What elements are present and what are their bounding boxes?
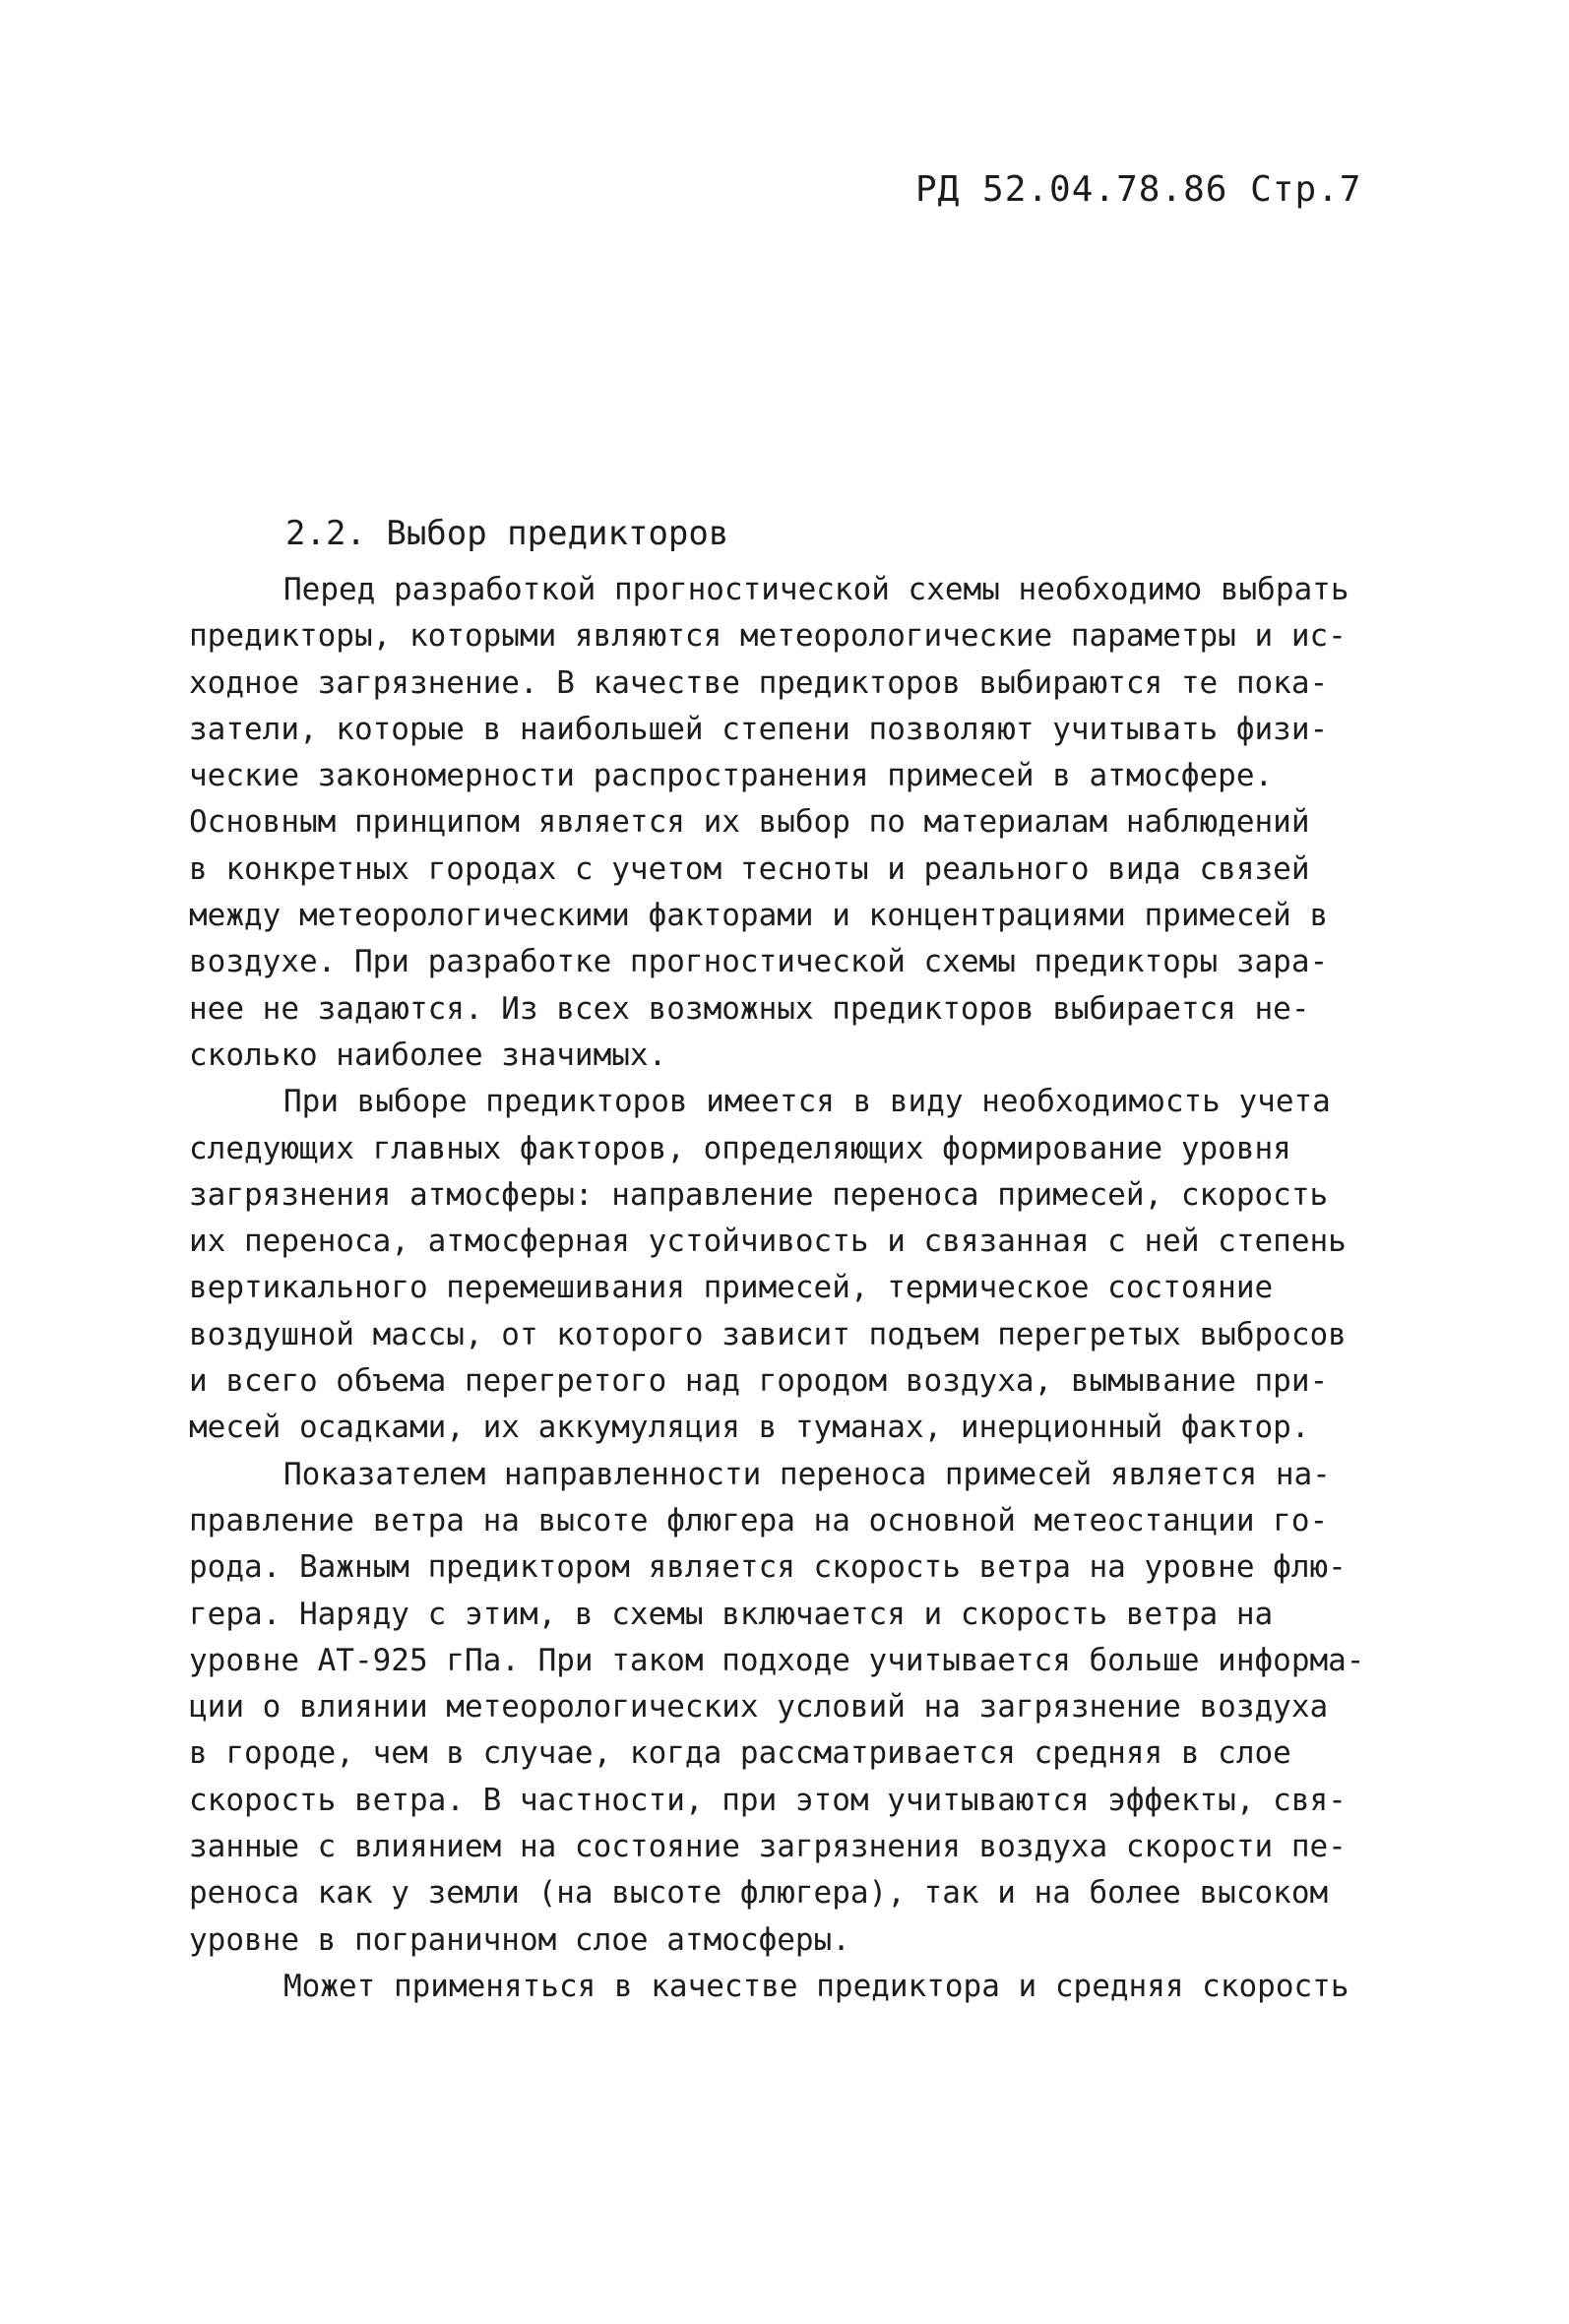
section-heading: 2.2. Выбор предикторов [285, 514, 729, 553]
text-line: загрязнения атмосферы: направление переноса примесей, скорость [189, 1176, 1329, 1213]
text-line: уровне в пограничном слое атмосферы. [189, 1921, 850, 1958]
page-header: РД 52.04.78.86 Стр.7 [915, 169, 1362, 210]
text-line: занные с влиянием на состояние загрязнения воздуха скорости пе- [189, 1829, 1347, 1865]
text-line: в конкретных городах с учетом тесноты и реального вида связей [189, 850, 1310, 887]
text-line: уровне АТ-925 гПа. При таком подходе учитывается больше информа- [189, 1642, 1365, 1678]
text-line: Основным принципом является их выбор по материалам наблюдений [189, 804, 1310, 841]
text-line: воздухе. При разработке прогностической схемы предикторы зара- [189, 944, 1329, 980]
text-line: нее не задаются. Из всех возможных предикторов выбирается не- [189, 990, 1310, 1027]
text-line: затели, которые в наибольшей степени позволяют учитывать физи- [189, 711, 1329, 747]
text-line: воздушной массы, от которого зависит подъем перегретых выбросов [189, 1316, 1347, 1352]
body-text [189, 567, 1402, 2010]
text-line: ции о влиянии метеорологических условий на загрязнение воздуха [189, 1689, 1329, 1726]
text-line: предикторы, которыми являются метеорологические параметры и ис- [189, 618, 1347, 655]
text-line: правление ветра на высоте флюгера на основной метеостанции го- [189, 1502, 1329, 1539]
text-line: следующих главных факторов, определяющих формирование уровня [189, 1130, 1291, 1166]
text-line: рода. Важным предиктором является скорость ветра на уровне флю- [189, 1549, 1347, 1586]
text-line: их переноса, атмосферная устойчивость и связанная с ней степень [189, 1224, 1347, 1260]
text-line: гера. Наряду с этим, в схемы включается и скорость ветра на [189, 1596, 1274, 1632]
text-line: скорость ветра. В частности, при этом учитываются эффекты, свя- [189, 1782, 1347, 1818]
text-line: реноса как у земли (на высоте флюгера), так и на более высоком [189, 1875, 1329, 1912]
text-line: ческие закономерности распространения примесей в атмосфере. [189, 758, 1274, 794]
text-line: вертикального перемешивания примесей, термическое состояние [189, 1270, 1274, 1306]
text-line: месей осадками, их аккумуляция в туманах, инерционный фактор. [189, 1410, 1310, 1446]
text-line: в городе, чем в случае, когда рассматривается средняя в слое [189, 1735, 1291, 1772]
text-line: между метеорологическими факторами и концентрациями примесей в [189, 898, 1329, 934]
text-line: Показателем направленности переноса примесей является на- [283, 1456, 1331, 1492]
text-line: и всего объема перегретого над городом воздуха, вымывание при- [189, 1363, 1329, 1400]
text-line: сколько наиболее значимых. [189, 1036, 667, 1073]
text-line: Перед разработкой прогностической схемы необходимо выбрать [283, 572, 1349, 607]
text-line: ходное загрязнение. В качестве предикторов выбираются те пока- [189, 664, 1329, 701]
text-line: При выборе предикторов имеется в виду необходимость учета [283, 1084, 1331, 1120]
text-line: Может применяться в качестве предиктора и средняя скорость [283, 1968, 1349, 2004]
